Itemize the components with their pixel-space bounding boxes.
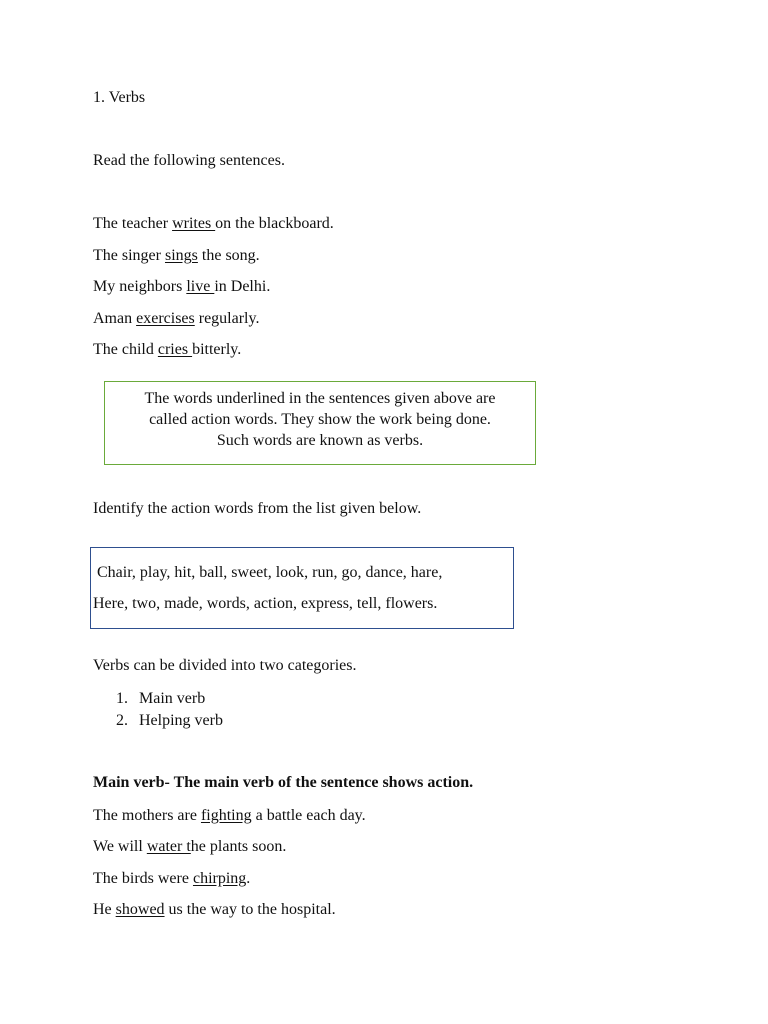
word-list-line: Chair, play, hit, ball, sweet, look, run, go, dance, hare, — [97, 564, 443, 581]
identify-prompt: Identify the action words from the list given below. — [93, 500, 422, 517]
example-sentence: We will water the plants soon. — [93, 838, 287, 855]
example-sentence: The child cries bitterly. — [93, 341, 242, 358]
example-sentence: The singer sings the song. — [93, 247, 260, 264]
definition-line: Such words are known as verbs. — [216, 432, 424, 449]
definition-line: called action words. They show the work being done. — [149, 411, 491, 428]
underlined-verb: showed — [115, 901, 165, 918]
word-list-line: Here, two, made, words, action, express, tell, flowers. — [93, 595, 438, 612]
underlined-verb: chirping — [192, 870, 247, 887]
underlined-verb: cries — [157, 341, 193, 358]
main-verb-heading: Main verb- The main verb of the sentence shows action. — [93, 774, 474, 791]
categories-intro: Verbs can be divided into two categories. — [93, 657, 357, 674]
example-sentence: Aman exercises regularly. — [93, 310, 260, 327]
list-number: 1. — [116, 690, 128, 707]
underlined-verb: water t — [146, 838, 191, 855]
section-heading: 1. Verbs — [93, 89, 146, 106]
underlined-verb: fighting — [200, 807, 252, 824]
definition-line: The words underlined in the sentences given above are — [144, 390, 496, 407]
underlined-verb: writes — [172, 215, 216, 232]
list-item — [116, 711, 223, 731]
example-sentence: The teacher writes on the blackboard. — [93, 215, 334, 232]
example-sentence: He showed us the way to the hospital. — [93, 901, 336, 918]
example-sentence: The birds were chirping. — [93, 870, 251, 887]
intro-text: Read the following sentences. — [93, 152, 285, 169]
list-label: Main verb — [139, 690, 206, 707]
example-sentence: The mothers are fighting a battle each day. — [93, 807, 366, 824]
list-item — [116, 689, 205, 709]
underlined-verb: exercises — [136, 310, 195, 327]
underlined-verb: sings — [164, 247, 198, 264]
definition-box — [104, 381, 536, 465]
underlined-verb: live — [186, 278, 215, 295]
word-list-box — [90, 547, 514, 629]
list-label: Helping verb — [139, 712, 223, 729]
example-sentence: My neighbors live in Delhi. — [93, 278, 271, 295]
list-number: 2. — [116, 712, 128, 729]
